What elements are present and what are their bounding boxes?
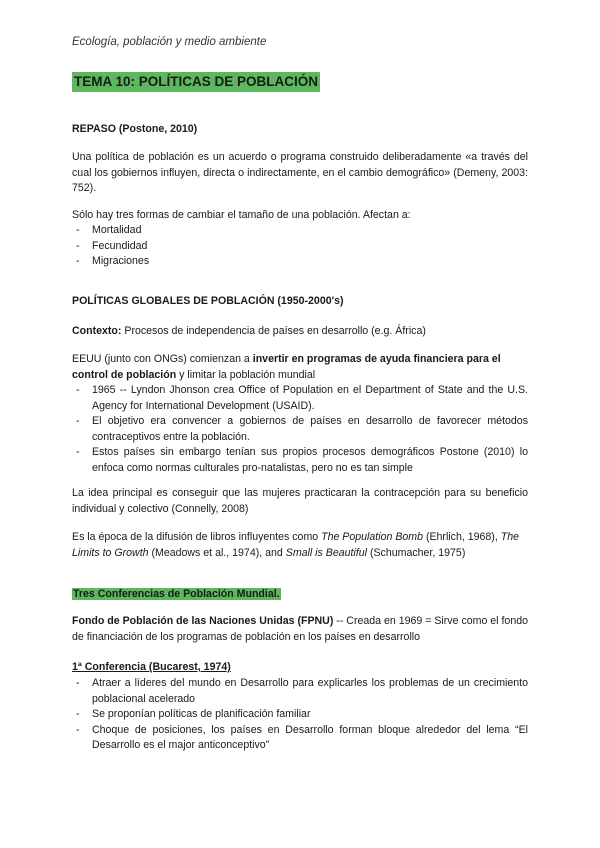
eeuu-bold: invertir en programas de ayuda financiera para el control de población <box>72 353 501 381</box>
page-title: TEMA 10: POLÍTICAS DE POBLACIÓN <box>72 72 320 92</box>
repaso-heading: REPASO (Postone, 2010) <box>72 123 198 135</box>
running-header: Ecología, población y medio ambiente <box>72 36 267 48</box>
list-item: - Mortalidad <box>72 223 528 239</box>
eeuu-paragraph <box>72 352 528 383</box>
list-item: - 1965 -- Lyndon Jhonson crea Office of Population en el Department of State and the U.S. Agency for International Development (USAID). <box>72 383 528 414</box>
repaso-intro: Sólo hay tres formas de cambiar el tamaño de una población. Afectan a: <box>72 209 411 221</box>
repaso-list <box>72 223 528 270</box>
globales-list <box>72 383 528 476</box>
list-item: - Atraer a líderes del mundo en Desarrollo para explicarles los problemas de un crecimiento poblacional acelerado <box>72 676 528 707</box>
conferencias-heading: Tres Conferencias de Población Mundial. <box>73 588 280 600</box>
list-item: - Choque de posiciones, los países en Desarrollo forman bloque alrededor del lema “El Desarrollo es el major anticonceptivo” <box>72 723 528 754</box>
book-ref: (Schumacher, 1975) <box>367 546 466 559</box>
eeuu-post: y limitar la población mundial <box>176 368 316 381</box>
book-title: The Population Bomb <box>321 531 423 543</box>
fpnu-label: Fondo de Población de las Naciones Unidas (FPNU) <box>72 615 334 627</box>
context-text: Procesos de independencia de países en desarrollo (e.g. África) <box>121 325 426 337</box>
list-item: - Estos países sin embargo tenían sus propios procesos demográficos Postone (2010) lo enfoca como normas culturales pro-natalistas, pero no es tan simple <box>72 445 528 476</box>
list-item: - Fecundidad <box>72 239 528 255</box>
list-item: - Se proponían políticas de planificación familiar <box>72 707 528 723</box>
context-label: Contexto: <box>72 325 122 337</box>
fpnu-text: -- Creada en 1969 = Sirve como el fondo de financiación de los programas de población en los países en desarrollo <box>72 615 528 643</box>
eeuu-pre: EEUU (junto con ONGs) comienzan a <box>72 353 253 365</box>
list-item: - Migraciones <box>72 254 528 270</box>
conf1-list <box>72 676 528 754</box>
book-ref: (Meadows et al., 1974), and <box>148 546 286 559</box>
conf1-heading-wrap <box>72 660 528 676</box>
book-title: Small is Beautiful <box>285 546 368 559</box>
repaso-definition: Una política de población es un acuerdo o programa construido deliberadamente «a través del cual los gobiernos influyen, directa o indirectamente, en el cambio demográfico» (Demeny, 2003: 752). <box>72 151 528 194</box>
book-ref: (Ehrlich, 1968), <box>423 531 501 543</box>
context-paragraph <box>72 324 528 340</box>
book-title: The Limits to Growth <box>72 531 519 559</box>
books-intro: Es la época de la difusión de libros influyentes como <box>72 531 322 543</box>
list-item: - El objetivo era convencer a gobiernos de países en desarrollo de favorecer métodos contraceptivos entre la población. <box>72 414 528 445</box>
globales-heading: POLÍTICAS GLOBALES DE POBLACIÓN (1950-2000's) <box>72 295 344 307</box>
conf1-heading: 1ª Conferencia (Bucarest, 1974) <box>72 661 231 673</box>
conferencias-heading-wrap <box>72 587 528 603</box>
books-paragraph <box>72 530 528 561</box>
fpnu-paragraph <box>72 614 528 645</box>
idea-paragraph: La idea principal es conseguir que las mujeres practicaran la contracepción para su beneficio individual y colectivo (Connelly, 2008) <box>72 487 528 515</box>
